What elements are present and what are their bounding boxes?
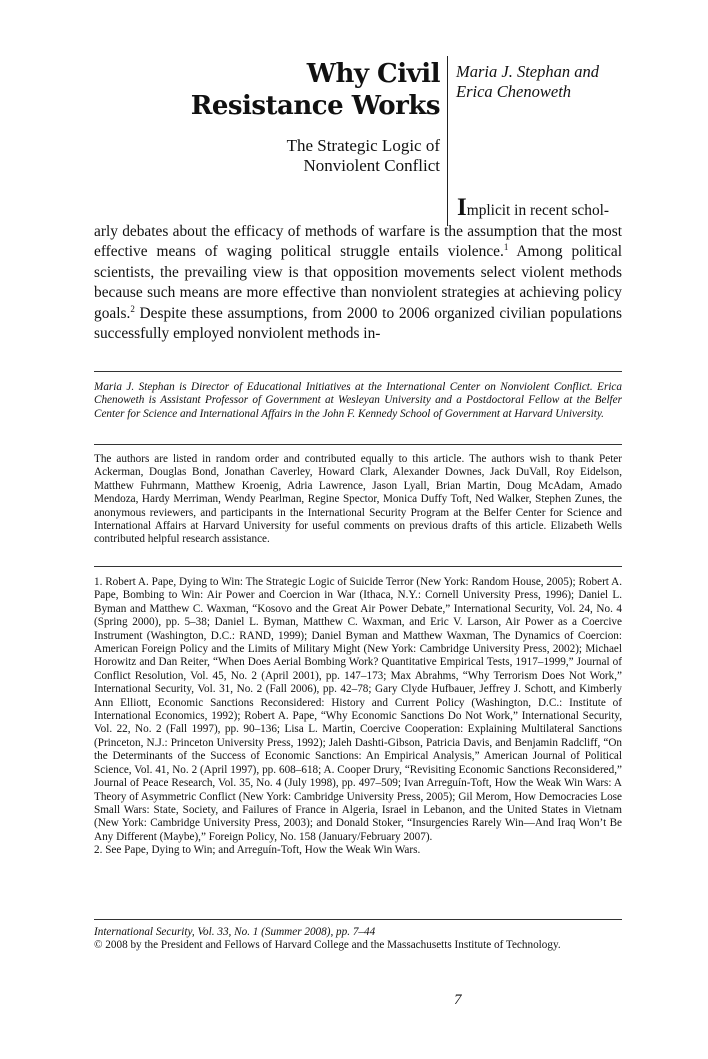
author-bio	[94, 381, 622, 421]
acknowledgments	[94, 453, 622, 547]
footnote-ref-2: 2	[130, 303, 135, 314]
author-line-2: Erica Chenoweth	[456, 82, 572, 101]
opening-paragraph	[94, 194, 622, 345]
body-text-a: arly debates about the efficacy of methods of warfare is the assumption that the most effective means of waging political struggle entails violence.	[94, 222, 622, 260]
article-subtitle	[150, 136, 440, 176]
author-line-1: Maria J. Stephan and	[456, 62, 599, 81]
body-text-b: Among political scientists, the prevailing view is that opposition movements select violent methods because such means are more effective than nonviolent strategies at achieving policy goals.	[94, 243, 622, 322]
first-line-text: mplicit in recent schol-	[466, 202, 610, 219]
subtitle-line-2: Nonviolent Conflict	[303, 156, 440, 175]
author-block	[456, 62, 656, 102]
copyright-line: © 2008 by the President and Fellows of Harvard College and the Massachusetts Institute of Technology.	[94, 939, 561, 952]
drop-cap: I	[457, 194, 467, 221]
notes-divider-bio	[94, 444, 622, 445]
notes-divider-top	[94, 371, 622, 372]
body-text-c: Despite these assumptions, from 2000 to 2006 organized civilian populations successfully employed nonviolent methods in-	[94, 304, 622, 342]
notes-divider-ack	[94, 566, 622, 567]
subtitle-line-1: The Strategic Logic of	[286, 136, 440, 155]
article-title	[150, 58, 440, 122]
author-bio-text: Maria J. Stephan is Director of Educational Initiatives at the International Center on Nonviolent Conflict. Erica Chenoweth is Assistant Professor of Government at Wesleyan University and a Postdoctoral Fellow at the Belfer Center for Science and International Affairs in the John F. Kennedy School of Government at Harvard University.	[94, 381, 622, 420]
journal-citation: International Security, Vol. 33, No. 1 (Summer 2008), pp. 7–44	[94, 926, 376, 938]
footnote-ref-1: 1	[503, 241, 509, 252]
footer	[94, 926, 622, 953]
acknowledgments-text: The authors are listed in random order and contributed equally to this article. The authors wish to thank Peter Ackerman, Douglas Bond, Jonathan Caverley, Howard Clark, Alexander Downes, Jack DuVall, Roy Eidelson, Matthew Fuhrmann, Matthew Kroenig, Adria Lawrence, Jason Lyall, Brian Martin, Doug McAdam, Amado Mendoza, Hardy Merriman, Wendy Pearlman, Regine Spector, Monica Duffy Toft, Ned Walker, Stephen Zunes, the anonymous reviewers, and participants in the International Security Program at the Belfer Center for Science and International Affairs at Harvard University for useful comments on previous drafts of this article. Elizabeth Wells contributed helpful research assistance.	[94, 453, 622, 546]
footnote-2: 2. See Pape, Dying to Win; and Arreguín-Toft, How the Weak Win Wars.	[94, 844, 421, 857]
footer-divider	[94, 919, 622, 920]
footnote-1: 1. Robert A. Pape, Dying to Win: The Strategic Logic of Suicide Terror (New York: Random House, 2005); Robert A. Pape, Bombing to Win: Air Power and Coercion in War (Ithaca, N.Y.: Cornell University Press, 1996); Daniel L. Byman and Matthew C. Waxman, “Kosovo and the Great Air Power Debate,” International Security, Vol. 24, No. 4 (Spring 2000), pp. 5–38; Daniel L. Byman, Matthew C. Waxman, and Eric V. Larson, Air Power as a Coercive Instrument (Washington, D.C.: RAND, 1999); Daniel Byman and Matthew Waxman, The Dynamics of Coercion: American Foreign Policy and the Limits of Military Might (New York: Cambridge University Press, 2002); Michael Horowitz and Dan Reiter, “When Does Aerial Bombing Work? Quantitative Empirical Tests, 1917–1999,” Journal of Conflict Resolution, Vol. 45, No. 2 (April 2001), pp. 147–173; Max Abrahms, “Why Terrorism Does Not Work,” International Security, Vol. 31, No. 2 (Fall 2006), pp. 42–78; Gary Clyde Hufbauer, Jeffrey J. Schott, and Kimberly Ann Elliott, Economic Sanctions Reconsidered: History and Current Policy (Washington, D.C.: Institute of International Economics, 1992); Robert A. Pape, “Why Economic Sanctions Do Not Work,” International Security, Vol. 22, No. 2 (Fall 1997), pp. 90–136; Lisa L. Martin, Coercive Cooperation: Explaining Multilateral Sanctions (Princeton, N.J.: Princeton University Press, 1992); Jaleh Dashti-Gibson, Patricia Davis, and Benjamin Radcliff, “On the Determinants of the Success of Economic Sanctions: An Empirical Analysis,” American Journal of Political Science, Vol. 41, No. 2 (April 1997), pp. 608–618; A. Cooper Drury, “Revisiting Economic Sanctions Reconsidered,” Journal of Peace Research, Vol. 35, No. 4 (July 1998), pp. 497–509; Ivan Arreguín-Toft, How the Weak Win Wars: A Theory of Asymmetric Conflict (New York: Cambridge University Press, 2005); Gil Merom, How Democracies Lose Small Wars: State, Society, and Failures of France in Algeria, Israel in Lebanon, and the United States in Vietnam (New York: Cambridge University Press, 2003); and Donald Stoker, “Insurgencies Rarely Win—And Iraq Won’t Be Any Different (Maybe),” Foreign Policy, No. 158 (January/February 2007).	[94, 576, 622, 843]
footnotes	[94, 576, 622, 858]
title-line-2: Resistance Works	[190, 91, 440, 121]
first-line	[94, 194, 622, 222]
title-line-1: Why Civil	[306, 59, 440, 89]
page-number: 7	[454, 992, 462, 1008]
title-block	[150, 58, 440, 176]
